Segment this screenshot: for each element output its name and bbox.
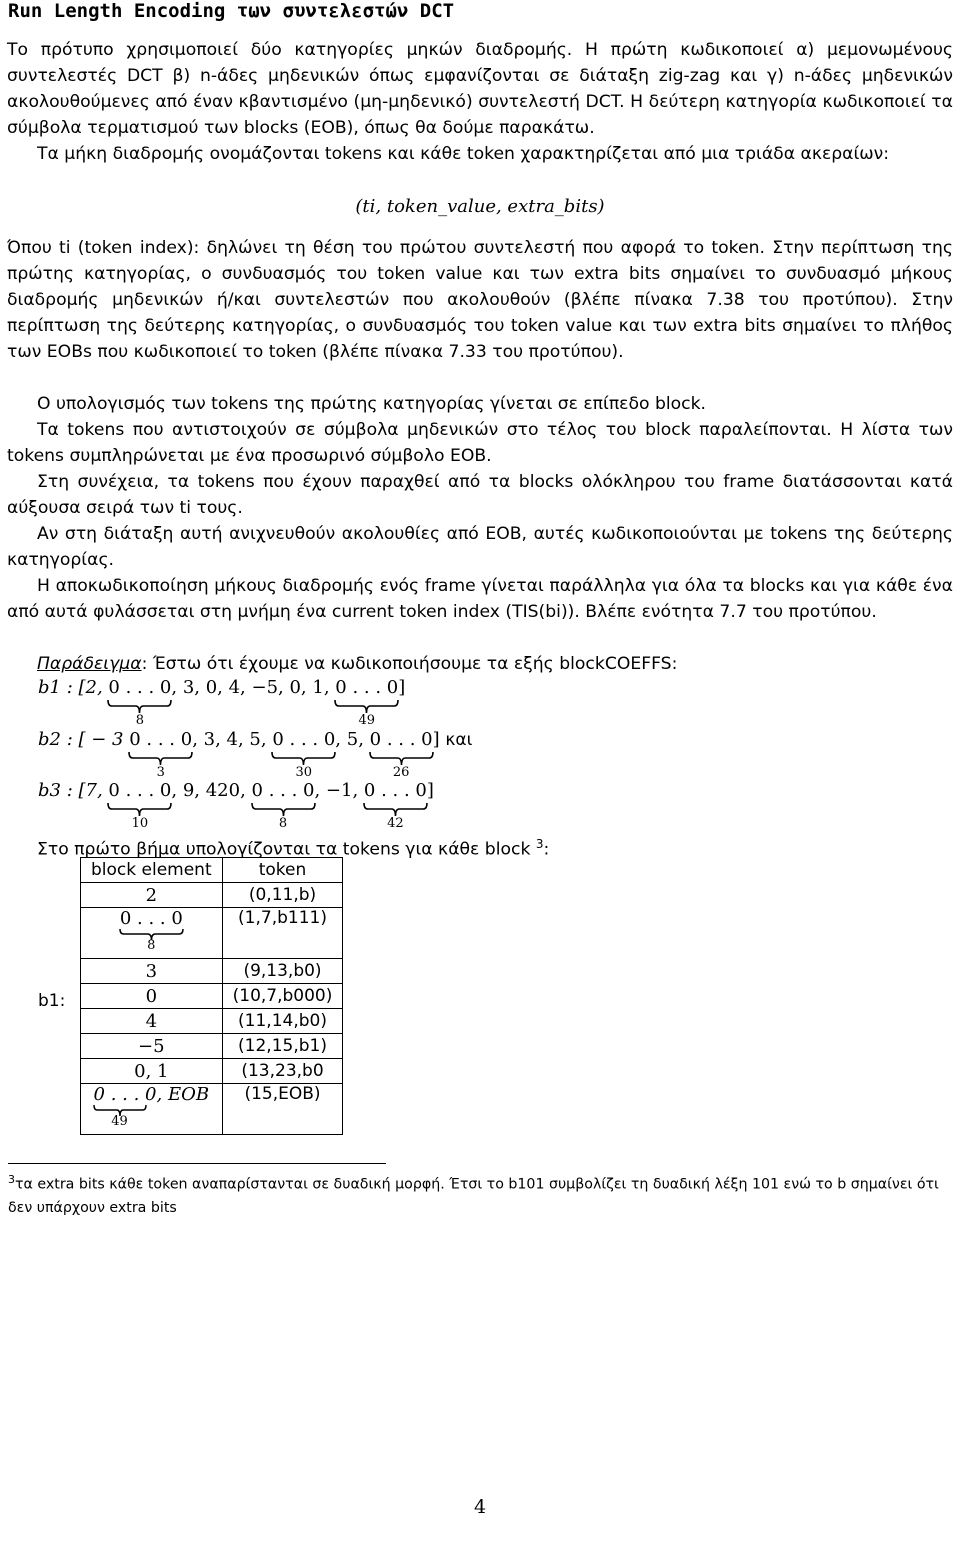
table-cell-token: (11,14,b0) — [222, 1009, 343, 1034]
section-title: Run Length Encoding των συντελεστών DCT — [8, 0, 455, 22]
paragraph-ordering — [7, 469, 953, 521]
table-cell-token: (15,EOB) — [222, 1084, 343, 1135]
table-row — [81, 1034, 343, 1059]
paragraph-categories: Το πρότυπο χρησιμοποιεί δύο κατηγορίες μηκών διαδρομής. Η πρώτη κωδικοποιεί α) μεμονωμένους συντελεστές DCT β) n-άδες μηδενικών όπως εμφανίζονται σε διάταξη zig-zag και γ) n-άδες μηδενικών ακολουθούμενες από έναν κβαντισμένο (μη-μηδενικό) συντελεστή DCT. Η δεύτερη κατηγορία κωδικοποιεί τα σύμβολα τερματισμού των blocks (EOB), όπως θα δούμε παρακάτω. — [7, 40, 953, 138]
paragraph-token-index: Όπου ti (token index): δηλώνει τη θέση του πρώτου συντελεστή που αφορά το token. Στην περίπτωση της πρώτης κατηγορίας, ο συνδυασμός του token value και των extra bits σημαίνει το συνδυασμό μήκους διαδρομής μηδενικών ή/και συντελεστών που ακολουθούν (βλέπε πίνακα 7.38 του προτύπου). Στην περίπτωση της δεύτερης κατηγορίας, ο συνδυασμός του token value και των extra bits σημαίνει το πλήθος των EOBs που κωδικοποιεί το token (βλέπε πίνακα 7.33 του προτύπου). — [7, 238, 953, 362]
table-row — [81, 883, 343, 908]
eq-b3-zeros-3: 0 . . . 0 — [363, 780, 427, 801]
eq-b3-zeros-2: 0 . . . 0 — [251, 780, 315, 801]
footnote-divider — [8, 1163, 386, 1164]
eq-b2-underbrace-2 — [272, 729, 336, 780]
paragraph-trailing-zeros-text: Τα tokens που αντιστοιχούν σε σύμβολα μηδενικών στο τέλος του block παραλείπονται. Η λίστα των tokens συμπληρώνεται με ένα προσωρινό σύμβολο EOB. — [7, 420, 953, 466]
table-row — [81, 1059, 343, 1084]
table-cell-element: 4 — [81, 1009, 223, 1034]
equation-b3 — [38, 780, 434, 831]
table-row — [81, 908, 343, 959]
table-header-token: token — [222, 858, 343, 883]
eq-b1-zeros-2: 0 . . . 0 — [335, 677, 399, 698]
eq-b2-count-2: 30 — [295, 765, 313, 780]
eq-b2-zeros-1: 0 . . . 0 — [129, 729, 193, 750]
paragraph-trailing-zeros — [7, 417, 953, 469]
eq-b1-lhs: b1 : [2, — [38, 677, 109, 698]
equation-b1 — [38, 677, 406, 728]
eq-b2-mid-2: , 5, — [335, 729, 370, 750]
eq-b2-zeros-3: 0 . . . 0 — [369, 729, 433, 750]
table-cell-element: 2 — [81, 883, 223, 908]
footnote-mark: 3 — [8, 1173, 15, 1186]
footnote — [8, 1168, 956, 1220]
eq-b1-count-2: 49 — [358, 713, 376, 728]
eq-b3-underbrace-3 — [363, 780, 427, 831]
eq-b2-count-1: 3 — [156, 765, 165, 780]
paragraph-ordering-text: Στη συνέχεια, τα tokens που έχουν παραχθεί από τα blocks ολόκληρου του frame διατάσσονται κατά αύξουσα σειρά των ti τους. — [7, 472, 953, 518]
paragraph-eob-sequences — [7, 521, 953, 573]
paragraph-example — [7, 651, 953, 677]
eq-b3-mid-2: , −1, — [314, 780, 364, 801]
paragraph-decoding-text: Η αποκωδικοποίηση μήκους διαδρομής ενός frame γίνεται παράλληλα για όλα τα blocks και για κάθε ένα από αυτά φυλάσσεται στη μνήμη ένα current token index (TIS(bi)). Βλέπε ενότητα 7.7 του προτύπου. — [7, 576, 953, 622]
paragraph-tokens-intro — [7, 141, 953, 167]
paragraph-decoding — [7, 573, 953, 625]
page-number: 4 — [473, 1496, 487, 1518]
eq-b3-end: ] — [426, 780, 434, 801]
eq-b2-mid-1: , 3, 4, 5, — [192, 729, 273, 750]
table-cell-token: (0,11,b) — [222, 883, 343, 908]
table-row — [81, 984, 343, 1009]
table-header-row — [81, 858, 343, 883]
first-step-text: Στο πρώτο βήμα υπολογίζονται τα tokens για κάθε block — [37, 839, 531, 860]
eq-b3-underbrace-1 — [108, 780, 172, 831]
table-row-label: b1: — [38, 991, 66, 1011]
eq-b3-zeros-1: 0 . . . 0 — [108, 780, 172, 801]
equation-b2 — [38, 729, 473, 780]
eq-b3-count-2: 8 — [278, 816, 288, 831]
table-row — [81, 1084, 343, 1135]
footnote-ref: 3 — [535, 837, 544, 851]
example-text: : Έστω ότι έχουμε να κωδικοποιήσουμε τα εξής blockCOEFFS: — [141, 654, 678, 674]
eq-b2-kai: και — [445, 730, 473, 750]
table-cell-token: (12,15,b1) — [222, 1034, 343, 1059]
eq-b2-end: ] — [432, 729, 440, 750]
paragraph-tokens-intro-text: Τα μήκη διαδρομής ονομάζονται tokens και κάθε token χαρακτηρίζεται από μια τριάδα ακεραίων: — [37, 144, 890, 164]
eq-b1-underbrace-2 — [335, 677, 399, 728]
paragraph-block-level-text: Ο υπολογισμός των tokens της πρώτης κατηγορίας γίνεται σε επίπεδο block. — [37, 394, 707, 414]
eq-b3-count-1: 10 — [131, 816, 149, 831]
table-cell-element: 0, 1 — [81, 1059, 223, 1084]
example-label: Παράδειγμα — [37, 654, 142, 674]
table-row — [81, 959, 343, 984]
eq-b2-underbrace-3 — [369, 729, 433, 780]
paragraph-block-level — [7, 391, 953, 417]
table-cell-zeros-eob: 0 . . . 0, EOB — [93, 1084, 210, 1105]
eq-b2-zeros-2: 0 . . . 0 — [272, 729, 336, 750]
table-header-block-element: block element — [81, 858, 223, 883]
eq-b1-zeros-1: 0 . . . 0 — [108, 677, 172, 698]
token-triplet-formula: (ti, token_value, extra_bits) — [355, 196, 605, 217]
eq-b1-count-1: 8 — [135, 713, 145, 728]
table-cell-element — [81, 908, 223, 959]
table-cell-zeros: 0 . . . 0 — [119, 908, 183, 929]
footnote-text: τα extra bits κάθε token αναπαρίστανται σε δυαδική μορφή. Έτσι το b101 συμβολίζει τη δυαδική λέξη 101 ενώ το b σημαίνει ότι δεν υπάρχουν extra bits — [8, 1176, 939, 1216]
tokens-table — [80, 857, 343, 1135]
table-cell-token: (13,23,b0 — [222, 1059, 343, 1084]
table-cell-element: 0 — [81, 984, 223, 1009]
eq-b3-lhs: b3 : [7, — [38, 780, 109, 801]
table-cell-token: (10,7,b000) — [222, 984, 343, 1009]
eq-b2-count-3: 26 — [392, 765, 410, 780]
eq-b3-underbrace-2 — [251, 780, 315, 831]
eq-b1-end: ] — [398, 677, 406, 698]
eq-b1-mid: , 3, 0, 4, −5, 0, 1, — [171, 677, 336, 698]
table-cell-count: 49 — [111, 1114, 128, 1129]
table-cell-token: (9,13,b0) — [222, 959, 343, 984]
eq-b3-count-3: 42 — [387, 816, 404, 831]
table-cell-element — [81, 1084, 223, 1135]
table-cell-element: 3 — [81, 959, 223, 984]
first-step-colon: : — [543, 839, 550, 860]
table-cell-token: (1,7,b111) — [222, 908, 343, 959]
eq-b3-mid-1: , 9, 420, — [171, 780, 252, 801]
eq-b1-underbrace-1 — [108, 677, 172, 728]
eq-b2-underbrace-1 — [129, 729, 193, 780]
eq-b2-lhs: b2 : [ − 3 — [38, 729, 130, 750]
table-cell-count: 8 — [147, 938, 156, 953]
table-row — [81, 1009, 343, 1034]
paragraph-eob-sequences-text: Αν στη διάταξη αυτή ανιχνευθούν ακολουθίες από EOB, αυτές κωδικοποιούνται με tokens της δεύτερης κατηγορίας. — [7, 524, 953, 570]
table-cell-element: −5 — [81, 1034, 223, 1059]
